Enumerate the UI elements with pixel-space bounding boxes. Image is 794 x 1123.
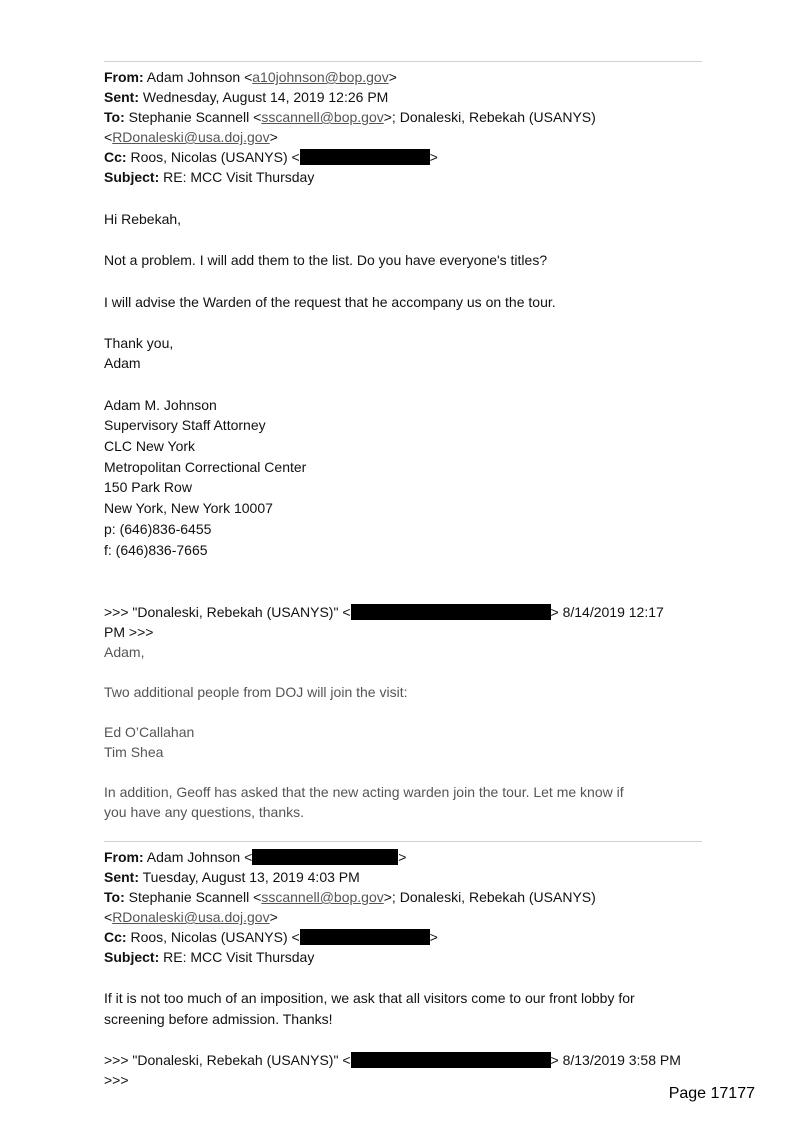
to-close: > xyxy=(269,129,278,145)
quote-header-end: > 8/14/2019 12:17 xyxy=(550,604,664,620)
cc-close: > xyxy=(429,149,438,165)
email1-body-paragraph: I will advise the Warden of the request that he accompany us on the tour. xyxy=(104,294,556,310)
email2-to-line xyxy=(104,887,596,907)
quote1-body-line: Two additional people from DOJ will join the visit: xyxy=(104,684,408,700)
email1-body-closing: Thank you, xyxy=(104,335,174,351)
email1-cc-line xyxy=(104,147,438,167)
from-email-link[interactable]: a10johnson@bop.gov xyxy=(252,69,389,85)
quote-header-start: >>> "Donaleski, Rebekah (USANYS)" < xyxy=(104,604,351,620)
email1-to-line xyxy=(104,107,596,127)
email2-body-line: If it is not too much of an imposition, we ask that all visitors come to our front lobby for xyxy=(104,990,635,1006)
email1-sent-line xyxy=(104,87,388,107)
email2-body-line: screening before admission. Thanks! xyxy=(104,1011,333,1027)
redaction-block xyxy=(351,604,551,620)
email1-from-line xyxy=(104,67,397,87)
from-label: From: xyxy=(104,69,144,85)
subject-label: Subject: xyxy=(104,169,160,185)
signature-line: New York, New York 10007 xyxy=(104,500,273,516)
to-open: < xyxy=(104,909,113,925)
sent-label: Sent: xyxy=(104,869,139,885)
redaction-block xyxy=(351,1052,551,1068)
sent-value: Tuesday, August 13, 2019 4:03 PM xyxy=(142,869,360,885)
to-email-link[interactable]: sscannell@bop.gov xyxy=(261,889,384,905)
redaction-block xyxy=(300,149,430,165)
email1-body-greeting: Hi Rebekah, xyxy=(104,211,182,227)
email1-body-paragraph: Not a problem. I will add them to the list. Do you have everyone's titles? xyxy=(104,252,548,268)
signature-line: Adam M. Johnson xyxy=(104,397,217,413)
from-name: Adam Johnson < xyxy=(146,849,253,865)
quote1-body-line: Ed O’Callahan xyxy=(104,724,195,740)
cc-label: Cc: xyxy=(104,929,127,945)
from-label: From: xyxy=(104,849,144,865)
to-name: Stephanie Scannell < xyxy=(128,889,262,905)
header-divider-top xyxy=(104,61,702,62)
subject-value: RE: MCC Visit Thursday xyxy=(163,949,315,965)
quote2-header-cont: >>> xyxy=(104,1072,129,1088)
to-email-link[interactable]: sscannell@bop.gov xyxy=(261,109,384,125)
to-name: Stephanie Scannell < xyxy=(128,109,262,125)
quote2-header xyxy=(104,1050,681,1070)
redaction-block xyxy=(252,849,398,865)
from-close: > xyxy=(398,849,407,865)
cc-value: Roos, Nicolas (USANYS) < xyxy=(130,149,300,165)
email2-from-line xyxy=(104,847,406,867)
to-email-link-2[interactable]: RDonaleski@usa.doj.gov xyxy=(112,909,270,925)
subject-label: Subject: xyxy=(104,949,160,965)
quote1-body-line: Adam, xyxy=(104,644,145,660)
cc-label: Cc: xyxy=(104,149,127,165)
from-name: Adam Johnson < xyxy=(146,69,253,85)
signature-line: Metropolitan Correctional Center xyxy=(104,459,307,475)
sent-value: Wednesday, August 14, 2019 12:26 PM xyxy=(142,89,389,105)
signature-line: p: (646)836-6455 xyxy=(104,521,212,537)
to-close: > xyxy=(269,909,278,925)
email2-subject-line xyxy=(104,947,314,967)
signature-line: Supervisory Staff Attorney xyxy=(104,417,266,433)
to-rest: >; Donaleski, Rebekah (USANYS) xyxy=(383,889,596,905)
cc-value: Roos, Nicolas (USANYS) < xyxy=(130,929,300,945)
page-number: Page 17177 xyxy=(668,1085,755,1102)
email1-body-name: Adam xyxy=(104,355,141,371)
header-divider xyxy=(104,841,702,842)
quote1-header-cont: PM >>> xyxy=(104,624,154,640)
redaction-block xyxy=(300,929,430,945)
email1-subject-line xyxy=(104,167,314,187)
quote-header-end: > 8/13/2019 3:58 PM xyxy=(550,1052,681,1068)
signature-line: CLC New York xyxy=(104,438,196,454)
email1-to-line-2 xyxy=(104,127,278,147)
to-label: To: xyxy=(104,109,125,125)
to-open: < xyxy=(104,129,113,145)
to-label: To: xyxy=(104,889,125,905)
quote1-body-line: In addition, Geoff has asked that the new acting warden join the tour. Let me know if xyxy=(104,784,624,800)
email2-to-line-2 xyxy=(104,907,278,927)
quote-header-start: >>> "Donaleski, Rebekah (USANYS)" < xyxy=(104,1052,351,1068)
subject-value: RE: MCC Visit Thursday xyxy=(163,169,315,185)
quote1-body-line: you have any questions, thanks. xyxy=(104,804,305,820)
signature-line: f: (646)836-7665 xyxy=(104,542,208,558)
email2-sent-line xyxy=(104,867,360,887)
signature-line: 150 Park Row xyxy=(104,479,192,495)
to-rest: >; Donaleski, Rebekah (USANYS) xyxy=(383,109,596,125)
cc-close: > xyxy=(429,929,438,945)
to-email-link-2[interactable]: RDonaleski@usa.doj.gov xyxy=(112,129,270,145)
quote1-header xyxy=(104,602,664,622)
email2-cc-line xyxy=(104,927,438,947)
sent-label: Sent: xyxy=(104,89,139,105)
quote1-body-line: Tim Shea xyxy=(104,744,164,760)
from-close: > xyxy=(388,69,397,85)
